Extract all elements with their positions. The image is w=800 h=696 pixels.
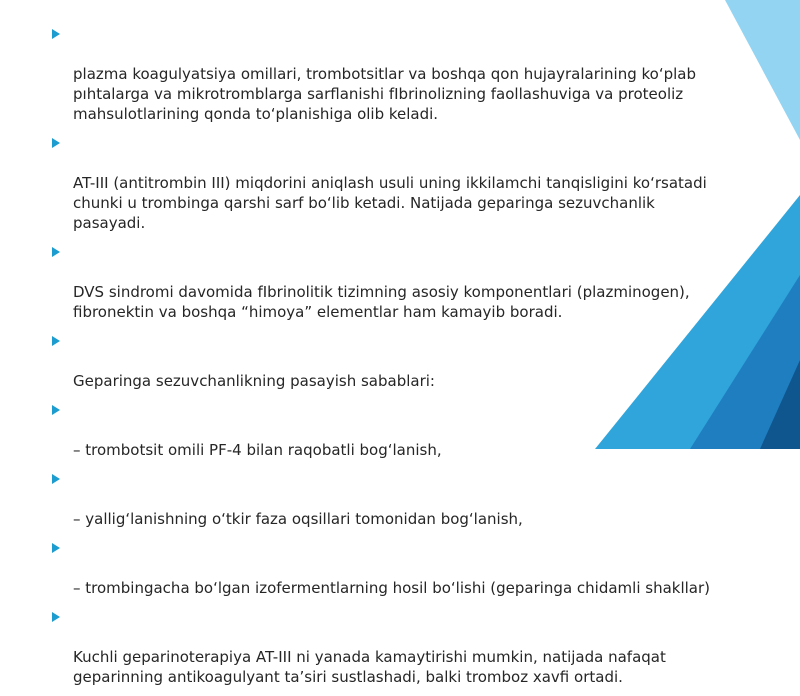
triangle-arrow-icon [52, 474, 60, 484]
triangle-arrow-icon [52, 543, 60, 553]
bullet-text: Kuchli geparinoterapiya AT-III ni yanada kamaytirishi mumkin, natijada nafaqat geparinning antikoagulyant ta’siri sustlashadi, balki tromboz xavfi ortadi. [73, 648, 666, 686]
bullet-item [52, 331, 800, 391]
slide-content [52, 24, 800, 696]
bullet-item [52, 400, 800, 460]
bullet-text: DVS sindromi davomida fIbrinolitik tizimning asosiy komponentlari (plazminogen), fibronektin va boshqa “himoya” elementlar ham kamayib boradi. [73, 283, 690, 321]
bullet-item [52, 607, 800, 687]
triangle-arrow-icon [52, 336, 60, 346]
bullet-text: Geparinga sezuvchanlikning pasayish sabablari: [73, 372, 435, 390]
triangle-arrow-icon [52, 247, 60, 257]
triangle-arrow-icon [52, 29, 60, 39]
triangle-arrow-icon [52, 138, 60, 148]
bullet-list [52, 24, 800, 687]
bullet-text: plazma koagulyatsiya omillari, trombotsitlar va boshqa qon hujayralarining ko‘plab pıhtalarga va mikrotromblarga sarflanishi fIbrinolizning faollashuviga va proteoliz mahsulotlarining qonda to‘planishiga olib keladi. [73, 65, 696, 123]
bullet-text: – trombingacha bo‘lgan izofermentlarning hosil bo‘lishi (geparinga chidamli shakllar) [73, 579, 711, 597]
triangle-arrow-icon [52, 612, 60, 622]
bullet-text: – yallig‘lanishning o‘tkir faza oqsillari tomonidan bog‘lanish, [73, 510, 523, 528]
bullet-text: – trombotsit omili PF-4 bilan raqobatli bog‘lanish, [73, 441, 442, 459]
bullet-item [52, 538, 800, 598]
bullet-item [52, 133, 800, 233]
bullet-item [52, 469, 800, 529]
bullet-item [52, 24, 800, 124]
triangle-arrow-icon [52, 405, 60, 415]
bullet-item [52, 242, 800, 322]
bullet-text: AT-III (antitrombin III) miqdorini aniqlash usuli uning ikkilamchi tanqisligini ko‘rsatadi chunki u trombinga qarshi sarf bo‘lib ketadi. Natijada geparinga sezuvchanlik pasayadi. [73, 174, 707, 232]
